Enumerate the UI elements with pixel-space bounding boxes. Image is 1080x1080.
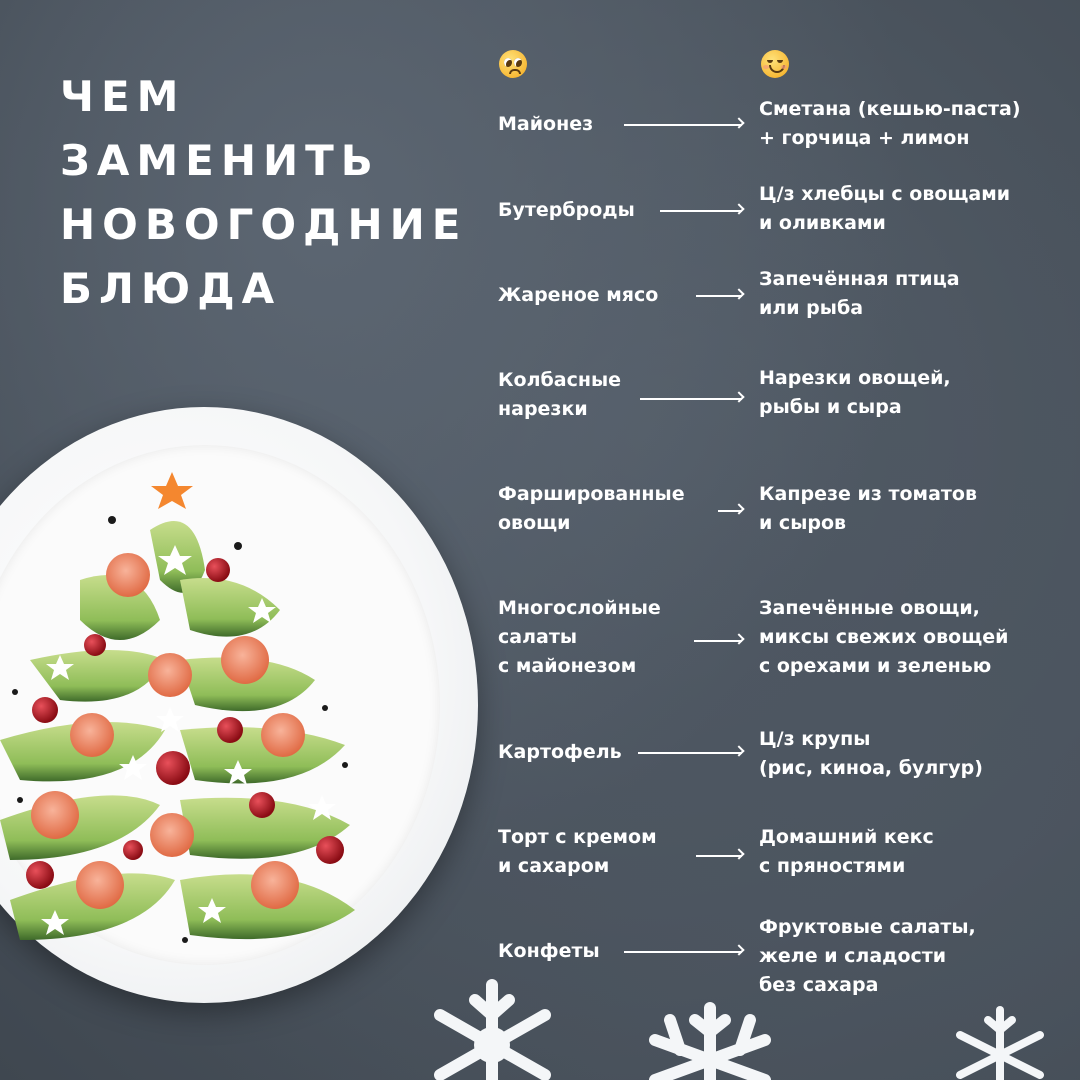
original-dish: Фаршированные овощи: [498, 483, 685, 534]
healthy-alternative: Сметана (кешью-паста) + горчица + лимон: [759, 98, 1021, 149]
carrot-star: [151, 472, 193, 509]
healthy-alternative: Капрезе из томатов и сыров: [759, 483, 977, 534]
original-dish: Многослойные салаты с майонезом: [498, 597, 661, 677]
arrow-right-icon: [660, 210, 742, 212]
snowflake-icon: [950, 1005, 1050, 1080]
arrow-right-icon: [696, 855, 742, 857]
healthy-alternative: Фруктовые салаты, желе и сладости без сахара: [759, 916, 976, 996]
healthy-alternative: Запечённые овощи, миксы свежих овощей с орехами и зеленью: [759, 597, 1009, 677]
smiling-face-icon: [761, 50, 789, 78]
title-line-2: ЗАМЕНИТЬ: [60, 136, 380, 185]
snowflake-icon: [640, 1000, 780, 1080]
original-dish: Торт с кремом и сахаром: [498, 826, 657, 877]
healthy-alternative: Нарезки овощей, рыбы и сыра: [759, 367, 951, 418]
arrow-right-icon: [718, 510, 742, 512]
arrow-right-icon: [640, 398, 742, 400]
original-dish: Конфеты: [498, 940, 600, 962]
title-line-1: ЧЕМ: [60, 72, 186, 121]
healthy-alternative: Ц/з хлебцы с овощами и оливками: [759, 183, 1011, 234]
healthy-alternative: Домашний кекс с пряностями: [759, 826, 934, 877]
title-line-4: БЛЮДА: [60, 264, 282, 313]
healthy-alternative: Ц/з крупы (рис, киноа, булгур): [759, 728, 983, 779]
title-line-3: НОВОГОДНИЕ: [60, 200, 468, 249]
arrow-right-icon: [696, 295, 742, 297]
original-dish: Бутерброды: [498, 199, 635, 221]
arrow-right-icon: [624, 124, 742, 126]
arrow-right-icon: [624, 951, 742, 953]
arrow-right-icon: [694, 640, 742, 642]
healthy-alternative: Запечённая птица или рыба: [759, 268, 960, 319]
pleading-face-icon: [499, 50, 527, 78]
avocado-christmas-tree: [0, 460, 380, 960]
original-dish: Колбасные нарезки: [498, 369, 622, 420]
snowflake-icon: [425, 975, 560, 1080]
arrow-right-icon: [638, 752, 742, 754]
original-dish: Майонез: [498, 113, 594, 135]
original-dish: Жареное мясо: [498, 284, 659, 306]
original-dish: Картофель: [498, 741, 622, 763]
